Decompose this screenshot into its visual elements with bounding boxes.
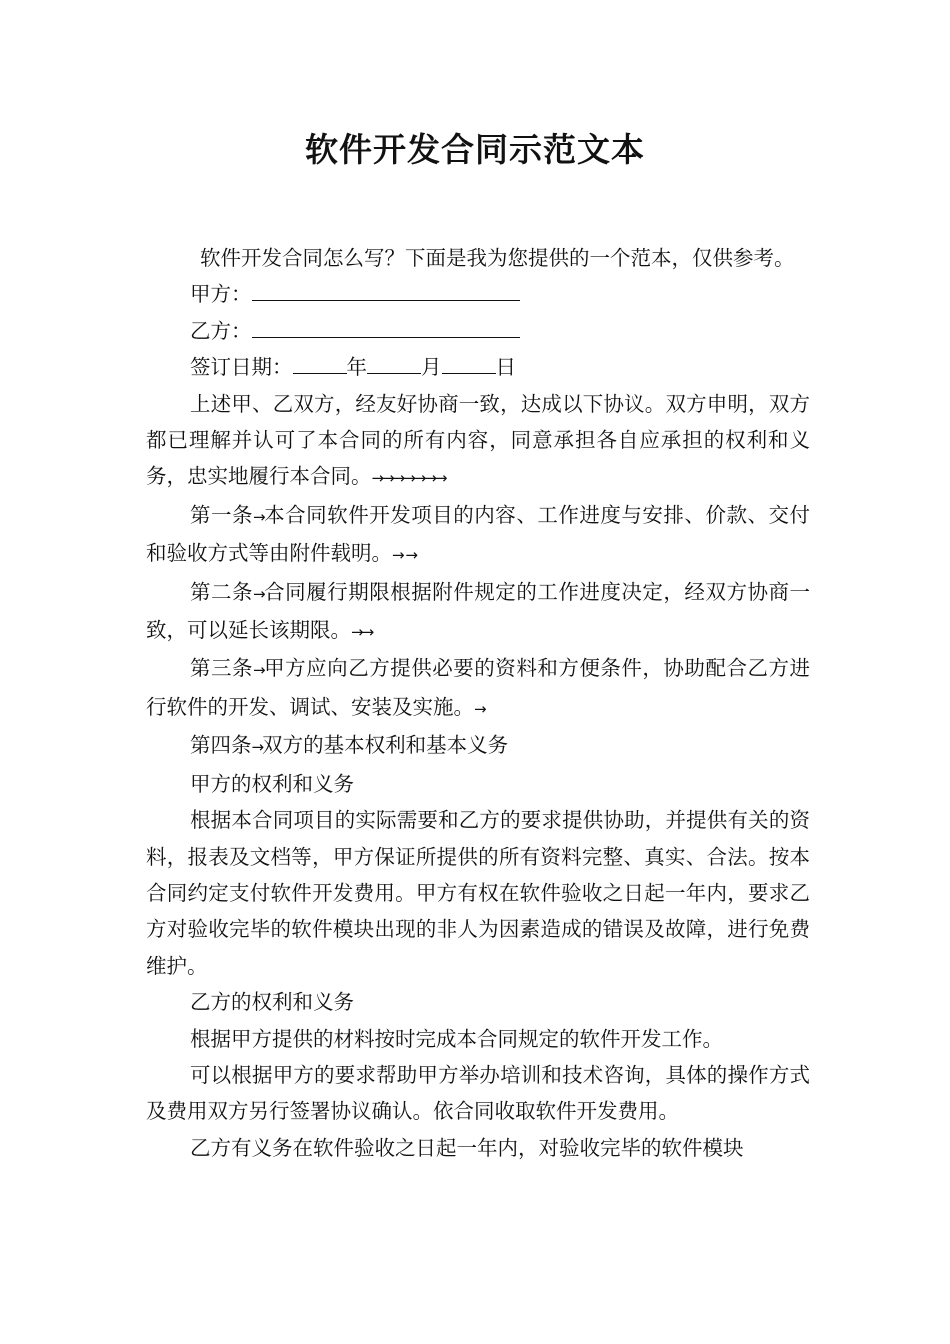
party-a-line [146, 276, 810, 312]
party-b-duty-1: 根据甲方提供的材料按时完成本合同规定的软件开发工作。 [190, 1026, 723, 1051]
article-3-text: 甲方应向乙方提供必要的资料和方便条件，协助配合乙方进行软件的开发、调试、安装及实施。 [146, 656, 811, 719]
tab-mark-icon: → [251, 738, 263, 757]
tab-mark-icon: → [253, 661, 264, 680]
article-1-text: 本合同软件开发项目的内容、工作进度与安排、价款、交付和验收方式等由附件载明。 [146, 502, 811, 566]
month-label: 月 [421, 355, 442, 380]
party-b-rights-heading: 乙方的权利和义务 [190, 990, 354, 1015]
article-3 [146, 650, 810, 727]
article-4-heading: 第四条 [190, 733, 252, 758]
article-4 [146, 727, 810, 765]
party-a-rights-paragraph: 根据本合同项目的实际需要和乙方的要求提供协助，并提供有关的资料，报表及文档等，甲方保证所提供的所有资料完整、真实、合法。按本合同约定支付软件开发费用。甲方有权在软件验收之日起一年内，要求乙方对验收完毕的软件模块出现的非人为因素造成的错误及故障，进行免费维护。 [146, 808, 810, 978]
tab-marks: → → [392, 546, 416, 565]
party-b-label: 乙方： [190, 318, 252, 343]
party-b-line [146, 313, 810, 349]
party-b-duty-3: 乙方有义务在软件验收之日起一年内，对验收完毕的软件模块 [190, 1135, 744, 1160]
tab-marks: →→→→→→→ [371, 469, 446, 488]
party-a-blank [252, 282, 520, 301]
intro-paragraph: 软件开发合同怎么写？下面是我为您提供的一个范本，仅供参考。 [200, 246, 795, 270]
party-a-rights-heading: 甲方的权利和义务 [190, 771, 354, 796]
tab-marks: → [474, 699, 485, 718]
tab-mark-icon: → [253, 584, 264, 603]
party-b-blank [252, 319, 520, 338]
year-label: 年 [346, 355, 367, 380]
preamble-paragraph [146, 386, 810, 497]
sign-date-line [146, 349, 810, 385]
document-title: 软件开发合同示范文本 [305, 130, 645, 169]
article-2-text: 合同履行期限根据附件规定的工作进度决定，经双方协商一致，可以延长该期限。 [146, 579, 811, 643]
day-blank [442, 355, 496, 374]
document-body [146, 240, 810, 1166]
sign-date-label: 签订日期： [190, 355, 293, 380]
article-1 [146, 497, 810, 574]
month-blank [367, 355, 421, 374]
day-label: 日 [495, 355, 516, 380]
tab-mark-icon: → [253, 507, 264, 526]
year-blank [293, 355, 347, 374]
article-1-heading: 第一条 [190, 502, 254, 527]
tab-marks: →→ [351, 623, 373, 642]
article-4-text: 双方的基本权利和基本义务 [262, 733, 509, 758]
article-3-heading: 第三条 [190, 656, 254, 681]
article-2 [146, 574, 810, 651]
article-2-heading: 第二条 [190, 579, 254, 604]
party-a-label: 甲方： [190, 282, 252, 307]
party-b-duty-2: 可以根据甲方的要求帮助甲方举办培训和技术咨询，具体的操作方式及费用双方另行签署协议确认。依合同收取软件开发费用。 [146, 1062, 810, 1124]
preamble-text: 上述甲、乙双方，经友好协商一致，达成以下协议。双方申明，双方都已理解并认可了本合同的所有内容，同意承担各自应承担的权利和义务，忠实地履行本合同。 [146, 391, 810, 489]
